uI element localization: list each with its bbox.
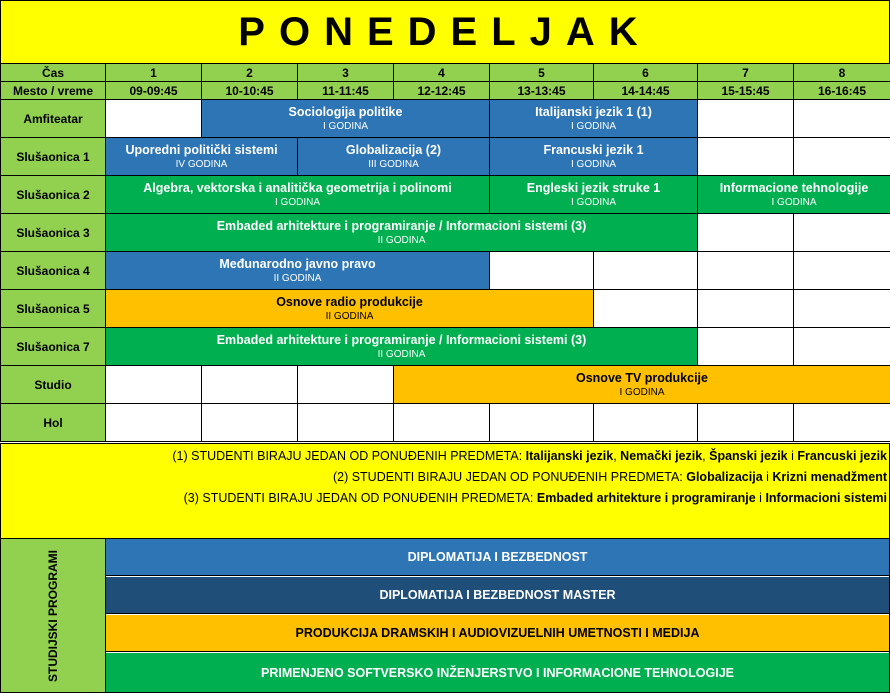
- class-name: Osnove TV produkcije: [394, 370, 890, 386]
- room-label: Hol: [1, 404, 106, 442]
- empty-cell: [394, 404, 490, 442]
- room-label: Slušaonica 3: [1, 214, 106, 252]
- room-row-s7: [1, 328, 890, 366]
- room-row-amfiteatar: [1, 100, 890, 138]
- empty-cell: [794, 328, 890, 366]
- empty-cell: [298, 366, 394, 404]
- empty-cell: [794, 138, 890, 176]
- program-item[interactable]: DIPLOMATIJA I BEZBEDNOST MASTER: [106, 577, 889, 614]
- class-name: Italijanski jezik 1 (1): [490, 104, 697, 120]
- time-row: [1, 82, 890, 100]
- room-label: Slušaonica 1: [1, 138, 106, 176]
- class-block[interactable]: [298, 138, 490, 176]
- room-label: Slušaonica 2: [1, 176, 106, 214]
- period-cell: 2: [202, 64, 298, 82]
- period-cell: 7: [698, 64, 794, 82]
- room-label: Slušaonica 5: [1, 290, 106, 328]
- empty-cell: [698, 138, 794, 176]
- time-cell: 10-10:45: [202, 82, 298, 100]
- class-name: Međunarodno javno pravo: [106, 256, 489, 272]
- period-cell: 6: [594, 64, 698, 82]
- class-name: Francuski jezik 1: [490, 142, 697, 158]
- empty-cell: [490, 252, 594, 290]
- period-cell: 3: [298, 64, 394, 82]
- program-item[interactable]: DIPLOMATIJA I BEZBEDNOST: [106, 539, 889, 576]
- period-row: [1, 64, 890, 82]
- class-year: I GODINA: [202, 120, 489, 134]
- class-block[interactable]: [490, 138, 698, 176]
- class-name: Uporedni politički sistemi: [106, 142, 297, 158]
- class-name: Osnove radio produkcije: [106, 294, 593, 310]
- room-row-s2: [1, 176, 890, 214]
- class-block[interactable]: [106, 138, 298, 176]
- schedule-table: [0, 63, 890, 442]
- class-name: Sociologija politike: [202, 104, 489, 120]
- time-cell: 16-16:45: [794, 82, 890, 100]
- time-cell: 13-13:45: [490, 82, 594, 100]
- class-block[interactable]: [490, 100, 698, 138]
- empty-cell: [594, 252, 698, 290]
- program-item[interactable]: PRODUKCIJA DRAMSKIH I AUDIOVIZUELNIH UMETNOSTI I MEDIJA: [106, 615, 889, 652]
- empty-cell: [794, 252, 890, 290]
- empty-cell: [794, 404, 890, 442]
- room-label: Amfiteatar: [1, 100, 106, 138]
- empty-cell: [698, 214, 794, 252]
- empty-cell: [698, 404, 794, 442]
- empty-cell: [298, 404, 394, 442]
- time-cell: 15-15:45: [698, 82, 794, 100]
- note-3: (3) STUDENTI BIRAJU JEDAN OD PONUĐENIH PREDMETA: Embaded arhitekture i programiranje i Informacioni sistemi: [1, 488, 889, 509]
- class-block[interactable]: [698, 176, 890, 214]
- class-name: Algebra, vektorska i analitička geometrija i polinomi: [106, 180, 489, 196]
- class-name: Embaded arhitekture i programiranje / Informacioni sistemi (3): [106, 332, 697, 348]
- slot-label: Mesto / vreme: [1, 82, 106, 100]
- room-label: Studio: [1, 366, 106, 404]
- time-cell: 14-14:45: [594, 82, 698, 100]
- empty-cell: [106, 366, 202, 404]
- class-year: II GODINA: [106, 348, 697, 362]
- page-title: PONEDELJAK: [0, 0, 890, 64]
- room-label: Slušaonica 4: [1, 252, 106, 290]
- period-cell: 1: [106, 64, 202, 82]
- time-cell: 12-12:45: [394, 82, 490, 100]
- class-year: II GODINA: [106, 310, 593, 324]
- class-year: I GODINA: [490, 158, 697, 172]
- class-year: II GODINA: [106, 234, 697, 248]
- class-year: I GODINA: [490, 196, 697, 210]
- class-block[interactable]: [490, 176, 698, 214]
- empty-cell: [490, 404, 594, 442]
- class-year: IV GODINA: [106, 158, 297, 172]
- empty-cell: [698, 290, 794, 328]
- class-name: Globalizacija (2): [298, 142, 489, 158]
- class-name: Informacione tehnologije: [698, 180, 890, 196]
- class-year: I GODINA: [490, 120, 697, 134]
- time-label: Čas: [1, 64, 106, 82]
- class-year: I GODINA: [698, 196, 890, 210]
- empty-cell: [794, 214, 890, 252]
- class-block[interactable]: [106, 214, 698, 252]
- notes-panel: [0, 443, 890, 539]
- room-row-s4: [1, 252, 890, 290]
- study-programs-panel: [0, 538, 890, 693]
- empty-cell: [106, 100, 202, 138]
- room-label: Slušaonica 7: [1, 328, 106, 366]
- empty-cell: [106, 404, 202, 442]
- period-cell: 4: [394, 64, 490, 82]
- empty-cell: [698, 252, 794, 290]
- room-row-studio: [1, 366, 890, 404]
- period-cell: 5: [490, 64, 594, 82]
- class-block[interactable]: [106, 176, 490, 214]
- class-year: III GODINA: [298, 158, 489, 172]
- empty-cell: [698, 100, 794, 138]
- period-cell: 8: [794, 64, 890, 82]
- time-cell: 11-11:45: [298, 82, 394, 100]
- empty-cell: [698, 328, 794, 366]
- empty-cell: [202, 366, 298, 404]
- time-cell: 09-09:45: [106, 82, 202, 100]
- class-name: Embaded arhitekture i programiranje / Informacioni sistemi (3): [106, 218, 697, 234]
- empty-cell: [594, 290, 698, 328]
- class-block[interactable]: [106, 328, 698, 366]
- room-row-s5: [1, 290, 890, 328]
- room-row-hol: [1, 404, 890, 442]
- class-year: II GODINA: [106, 272, 489, 286]
- empty-cell: [202, 404, 298, 442]
- class-year: I GODINA: [106, 196, 489, 210]
- note-2: (2) STUDENTI BIRAJU JEDAN OD PONUĐENIH PREDMETA: Globalizacija i Krizni menadžment: [1, 467, 889, 488]
- empty-cell: [794, 100, 890, 138]
- empty-cell: [794, 290, 890, 328]
- note-1: (1) STUDENTI BIRAJU JEDAN OD PONUĐENIH PREDMETA: Italijanski jezik, Nemački jezik, Španski jezik i Francuski jezik: [1, 446, 889, 467]
- class-block[interactable]: [202, 100, 490, 138]
- study-programs-label: STUDIJSKI PROGRAMI: [1, 539, 106, 692]
- class-block[interactable]: [106, 252, 490, 290]
- class-name: Engleski jezik struke 1: [490, 180, 697, 196]
- room-row-s1: [1, 138, 890, 176]
- program-item[interactable]: PRIMENJENO SOFTVERSKO INŽENJERSTVO I INFORMACIONE TEHNOLOGIJE: [106, 653, 889, 692]
- class-block[interactable]: [394, 366, 890, 404]
- class-year: I GODINA: [394, 386, 890, 400]
- class-block[interactable]: [106, 290, 594, 328]
- empty-cell: [594, 404, 698, 442]
- room-row-s3: [1, 214, 890, 252]
